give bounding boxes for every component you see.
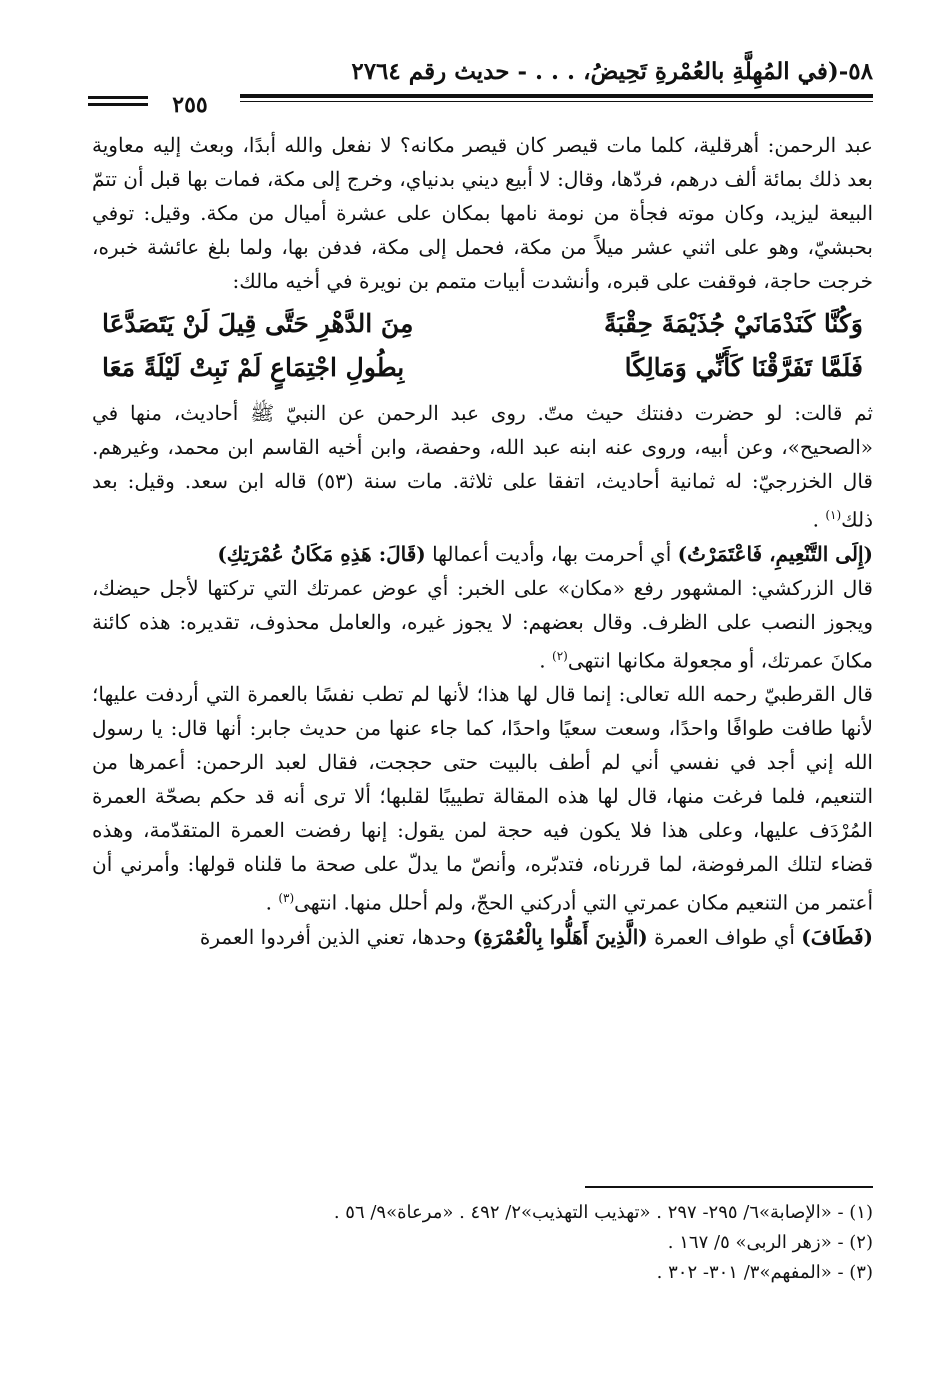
poem-verse	[92, 302, 873, 346]
paragraph-text: قال القرطبيّ رحمه الله تعالى: إنما قال لها هذا؛ لأنها لم تطب نفسًا بالعمرة التي أردفت عليها؛ لأنها طافت طوافًا واحدًا، وسعت سعيًا واحدًا، كما جاء عنها من حديث جابر: أنها قال: يا رسول الله إني أجد في نفسي أني لم أطف بالبيت حتى حججت، فقال لعبد الرحمن: أعمرها من التنعيم، فلما فرغت منها، قال لها هذه المقالة تطييبًا لقلبها؛ ألا ترى أنه قد حكم بصحّة العمرة المُرْدَف عليها، وعلى هذا فلا يكون فيه حجة لمن يقول: إنها رفضت العمرة المتقدّمة، وهذه قضاء لتلك المرفوضة، لما قررناه، فتدبّره، وأنصّ ما يدلّ على صحة ما قلناه قولها: وأمرني أن أعتمر من التنعيم مكان عمرتي التي أدركني الحجّ، ولم أحلل منها. انتهى	[92, 682, 873, 915]
hadith-quote: (فَطَافَ)	[801, 924, 873, 949]
running-header: ٥٨-(في المُهِلَّةِ بالعُمْرةِ تَحِيضُ، . . . - حديث رقم ٢٧٦٤	[351, 58, 873, 85]
paragraph	[92, 571, 873, 678]
paragraph-text: أي أحرمت بها، وأديت أعمالها	[425, 541, 678, 566]
paragraph	[92, 920, 873, 954]
poem-hemistich: فَلَمَّا تَفَرَّقْنَا كَأَنِّي وَمَالِكًا	[624, 353, 863, 382]
footnote-ref: (٣)	[278, 891, 295, 906]
paragraph-end: .	[539, 648, 553, 673]
paragraph-end: .	[265, 890, 279, 915]
poem	[92, 302, 873, 390]
poem-hemistich: بِطُولِ اجْتِمَاعٍ لَمْ نَبِتْ لَيْلَةً مَعَا	[102, 353, 405, 382]
paragraph	[92, 677, 873, 920]
main-text	[92, 128, 873, 954]
footnote: (٣) - «المفهم»٣/ ٣٠١- ٣٠٢ .	[656, 1262, 873, 1283]
poem-verse	[92, 346, 873, 390]
page-number-ornament	[88, 96, 148, 110]
page-number: ٢٥٥	[172, 92, 208, 118]
paragraph-text: وحدها، تعني الذين أفردوا العمرة	[199, 924, 473, 949]
hadith-quote: (إِلَى التَّنْعِيمِ، فَاعْتَمَرْتُ)	[677, 541, 873, 566]
poem-hemistich: مِنَ الدَّهْرِ حَتَّى قِيلَ لَنْ يَتَصَدَّعَا	[102, 309, 414, 338]
header-rule-thick	[240, 94, 873, 98]
paragraph: عبد الرحمن: أهرقلية، كلما مات قيصر كان قيصر مكانه؟ لا نفعل والله أبدًا، وبعث إليه معاوية بعد ذلك بمائة ألف درهم، فردّها، وقال: لا أبيع ديني بدنياي، وخرج إلى مكة، فمات بها قبل أن تتمّ البيعة ليزيد، وكان موته فجأة من نومة نامها بمكان على عشرة أميال من مكة. وقيل: توفي بحبشيّ، وهو على اثني عشر ميلاً من مكة، فحمل إلى مكة، فدفن بها، ولما بلغ عائشة خبره، خرجت حاجة، فوقفت على قبره، وأنشدت أبيات متمم بن نويرة في أخيه مالك:	[92, 133, 873, 293]
footnotes	[92, 1198, 873, 1288]
paragraph-end: .	[812, 507, 826, 532]
header-rule-thin	[240, 101, 873, 102]
paragraph	[92, 537, 873, 571]
paragraph-text: ثم قالت: لو حضرت دفنتك حيث متّ. روى عبد الرحمن عن النبيّ ﷺ أحاديث، منها في «الصحيح»، وعن أبيه، وروى عنه ابنه عبد الله، وحفصة، وابن أخيه القاسم ابن محمد، وغيرهم. قال الخزرجيّ: له ثمانية أحاديث، اتفقا على ثلاثة. مات سنة (٥٣) قاله ابن سعد. وقيل: بعد ذلك	[92, 401, 873, 532]
poem-hemistich: وَكُنَّا كَنَدْمَانَيْ جُذَيْمَةَ حِقْبَةً	[603, 309, 863, 338]
footnote: (٢) - «زهر الربى» ٥/ ١٦٧ .	[667, 1232, 873, 1253]
footnote-ref: (٢)	[552, 648, 568, 663]
paragraph	[92, 396, 873, 537]
footnote-ref: (١)	[825, 508, 842, 522]
paragraph-text: أي طواف العمرة	[647, 924, 802, 949]
hadith-quote: (قَالَ: هَذِهِ مَكَانُ عُمْرَتِكِ)	[217, 541, 426, 566]
footnote: (١) - «الإصابة»٦/ ٢٩٥- ٢٩٧ . «تهذيب التهذيب»٢/ ٤٩٢ . «مرعاة»٩/ ٥٦ .	[333, 1202, 873, 1223]
paragraph-text: قال الزركشي: المشهور رفع «مكان» على الخبر: أي عوض عمرتك التي تركتها لأجل حيضك، ويجوز النصب على الظرف. وقال بعضهم: لا يجوز غيره، والعامل محذوف، تقديره: هذه كائنة مكانَ عمرتك، أو مجعولة مكانها انتهى	[92, 575, 873, 673]
footnote-separator	[585, 1186, 873, 1188]
hadith-quote: (الَّذِينَ أَهَلُّوا بِالْعُمْرَةِ)	[472, 924, 648, 949]
